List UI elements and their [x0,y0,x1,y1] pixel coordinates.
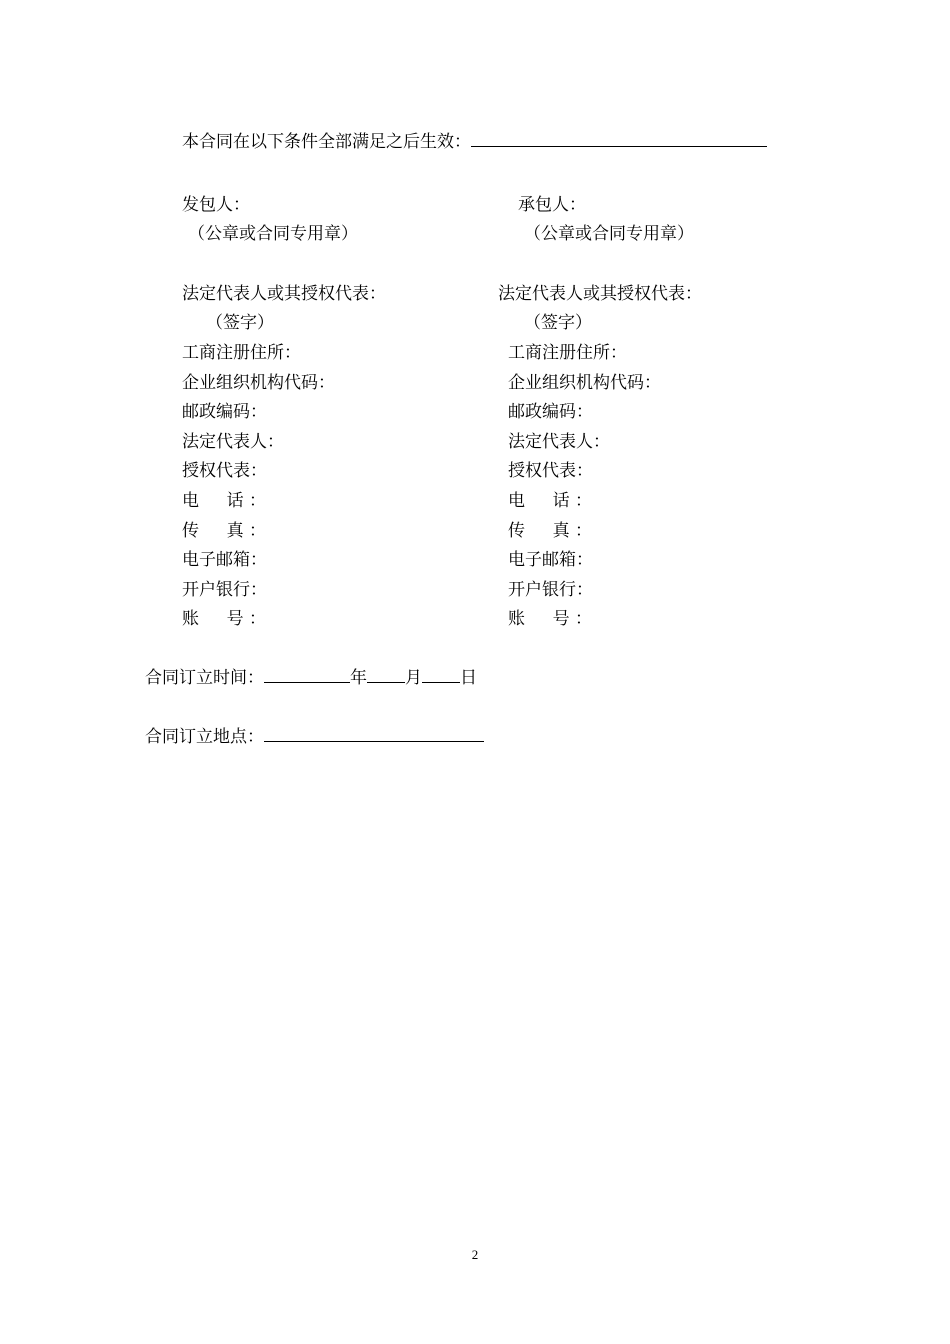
contractor-bank-label: 开户银行： [508,580,593,600]
employer-bank-label: 开户银行： [182,580,267,600]
contractor-address-label: 工商注册住所： [508,343,627,363]
contractor-rep-label: 法定代表人或其授权代表： [498,284,702,304]
contractor-account-label: 账 号： [508,609,592,629]
employer-fax-label: 传 真： [182,521,266,541]
contractor-authorized-rep-label: 授权代表： [508,461,593,481]
year-blank[interactable] [264,664,350,683]
effect-clause: 本合同在以下条件全部满足之后生效： [182,128,767,152]
page-number: 2 [471,1247,479,1262]
employer-address-label: 工商注册住所： [182,343,301,363]
employer-phone-label: 电 话： [182,491,266,511]
employer-account-label: 账 号： [182,609,266,629]
employer-title: 发包人： [182,195,250,215]
signing-place-blank[interactable] [264,723,484,742]
contractor-postcode-label: 邮政编码： [508,402,593,422]
contractor-title: 承包人： [518,195,586,215]
signing-place: 合同订立地点： [145,723,484,747]
contractor-org-code-label: 企业组织机构代码： [508,373,661,393]
signing-time: 合同订立时间： 年 月 日 [145,664,477,688]
contractor-email-label: 电子邮箱： [508,550,593,570]
employer-seal-label: （公章或合同专用章） [188,224,358,244]
employer-rep-label: 法定代表人或其授权代表： [182,284,386,304]
employer-legal-rep-label: 法定代表人： [182,432,284,452]
contractor-legal-rep-label: 法定代表人： [508,432,610,452]
contractor-sign-label: （签字） [524,313,592,333]
effect-conditions-blank[interactable] [471,128,767,147]
employer-email-label: 电子邮箱： [182,550,267,570]
employer-sign-label: （签字） [206,313,274,333]
employer-postcode-label: 邮政编码： [182,402,267,422]
contractor-phone-label: 电 话： [508,491,592,511]
contractor-seal-label: （公章或合同专用章） [524,224,694,244]
employer-org-code-label: 企业组织机构代码： [182,373,335,393]
day-blank[interactable] [422,664,460,683]
month-blank[interactable] [367,664,405,683]
employer-authorized-rep-label: 授权代表： [182,461,267,481]
contractor-fax-label: 传 真： [508,521,592,541]
